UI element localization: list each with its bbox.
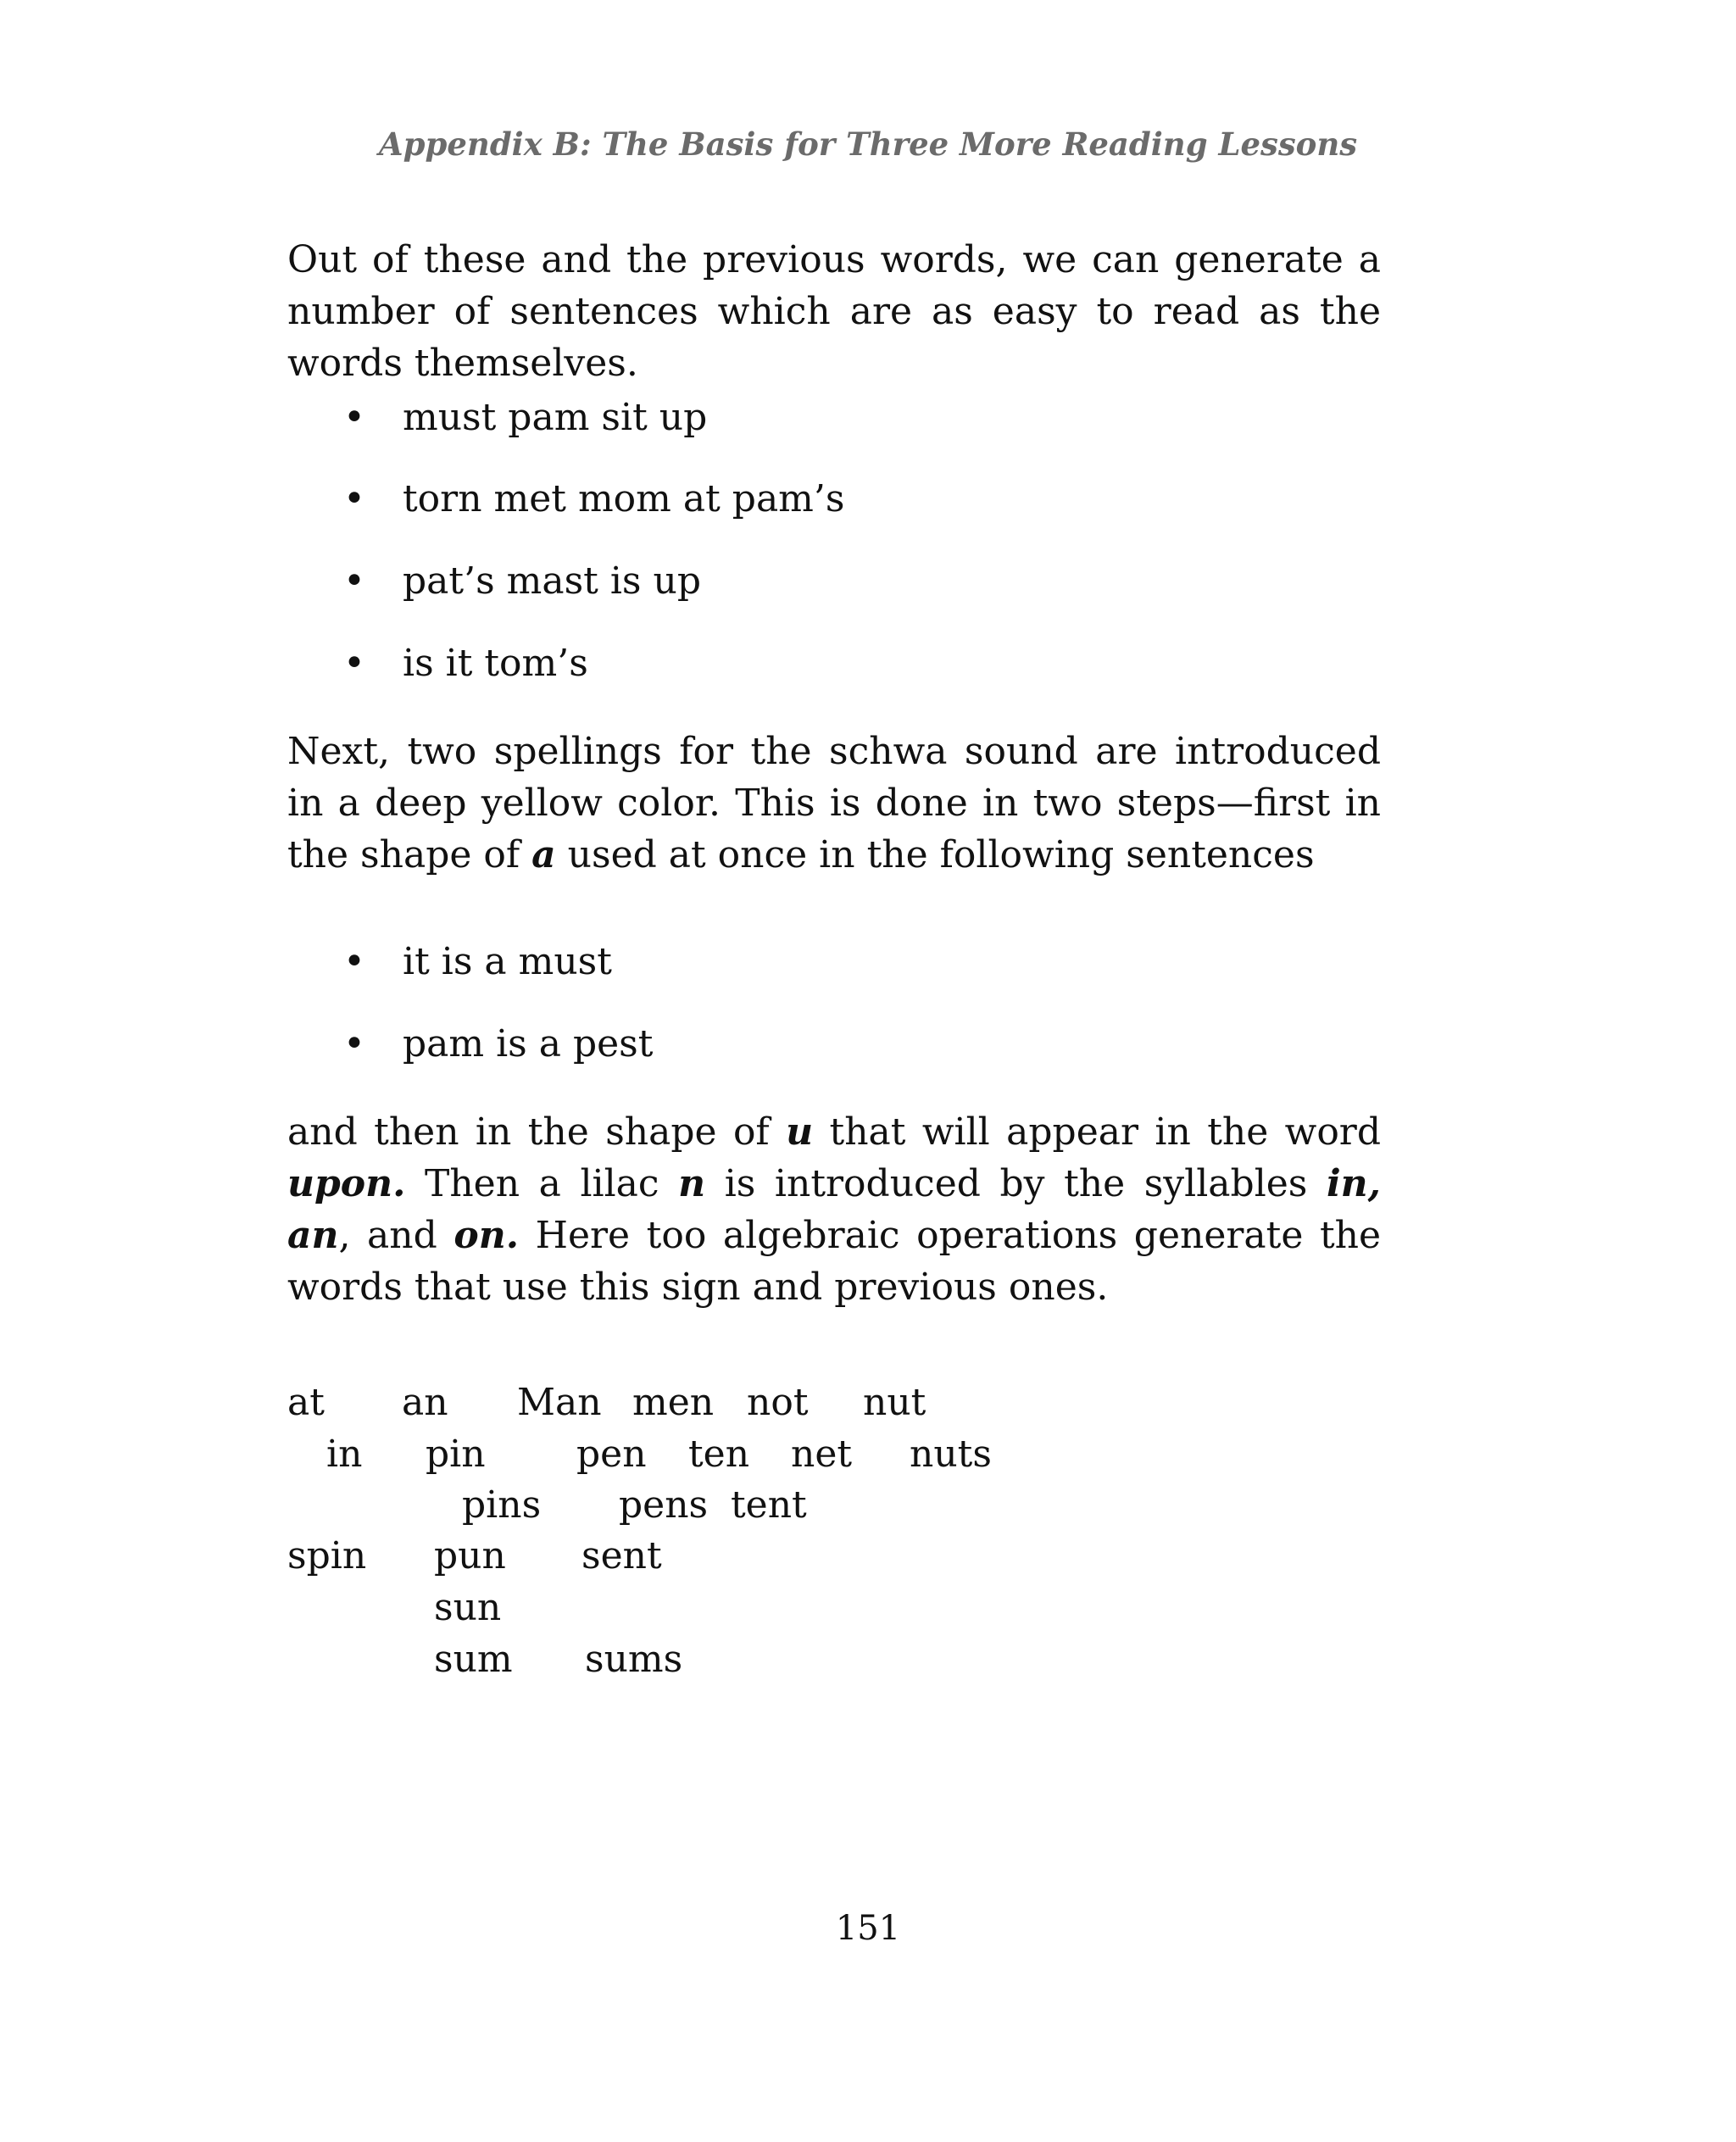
list-item-text: is it tom’s xyxy=(403,642,588,685)
paragraph-text: and then in the shape of xyxy=(287,1110,787,1154)
emphasis-in-an: in, an xyxy=(287,1162,1381,1257)
list-item-text: it is a must xyxy=(403,940,612,983)
grid-word: net xyxy=(791,1433,853,1476)
list-item-text: pam is a pest xyxy=(403,1022,654,1065)
grid-word: men xyxy=(632,1381,715,1424)
emphasis-upon: upon. xyxy=(287,1162,406,1205)
emphasis-u: u xyxy=(786,1110,814,1154)
grid-word: pen xyxy=(576,1433,647,1476)
running-header: Appendix B: The Basis for Three More Reading Lessons xyxy=(378,125,1358,163)
paragraph-text: is introduced by the syllables xyxy=(705,1162,1327,1205)
grid-word: an xyxy=(402,1381,448,1424)
emphasis-on: on. xyxy=(453,1214,520,1257)
lilac-paragraph xyxy=(287,1106,1381,1313)
grid-word: pun xyxy=(434,1534,506,1577)
page-number: 151 xyxy=(835,1909,901,1948)
grid-word: pens xyxy=(619,1483,709,1527)
paragraph-text: that will appear in the word xyxy=(813,1110,1382,1154)
schwa-paragraph xyxy=(287,726,1381,881)
grid-word: spin xyxy=(287,1534,367,1577)
grid-word: sum xyxy=(434,1638,513,1681)
paragraph-text: used at once in the following sentences xyxy=(567,833,1315,876)
intro-paragraph: Out of these and the previous words, we can generate a number of sentences which are as easy to read as the words themselves. xyxy=(287,238,1381,385)
grid-word: sums xyxy=(585,1638,683,1681)
emphasis-a: a xyxy=(531,833,556,876)
list-item-text: torn met mom at pam’s xyxy=(403,477,845,520)
grid-word: at xyxy=(287,1381,325,1424)
list-item xyxy=(343,936,612,988)
list-item xyxy=(343,637,588,689)
grid-word: in xyxy=(326,1433,363,1476)
bullet-icon: • xyxy=(343,1022,365,1065)
grid-word: sent xyxy=(581,1534,662,1577)
emphasis-n: n xyxy=(678,1162,706,1205)
paragraph-text: Then a lilac xyxy=(405,1162,679,1205)
grid-word: nuts xyxy=(910,1433,992,1476)
bullet-icon: • xyxy=(343,642,365,685)
paragraph-text: Here too algebraic operations generate the words that use this sign and previous ones. xyxy=(287,1214,1382,1309)
list-item xyxy=(343,392,707,443)
grid-word: pin xyxy=(426,1433,486,1476)
grid-word: sun xyxy=(434,1586,502,1629)
grid-word: tent xyxy=(731,1483,807,1527)
list-item xyxy=(343,555,701,607)
paragraph-text: , and xyxy=(338,1214,454,1257)
grid-word: pins xyxy=(462,1483,542,1527)
list-item-text: must pam sit up xyxy=(403,396,708,439)
grid-word: not xyxy=(747,1381,809,1424)
bullet-icon: • xyxy=(343,559,365,603)
list-item-text: pat’s mast is up xyxy=(403,559,701,603)
paragraph-text: Next, two spellings for the schwa sound are introduced in a deep yellow color. This is done in two steps—first in the shape of xyxy=(287,730,1381,876)
grid-word: nut xyxy=(863,1381,926,1424)
bullet-icon: • xyxy=(343,940,365,983)
grid-word: Man xyxy=(517,1381,602,1424)
list-item xyxy=(343,473,844,525)
grid-word: ten xyxy=(688,1433,750,1476)
list-item xyxy=(343,1018,653,1070)
bullet-icon: • xyxy=(343,477,365,520)
bullet-icon: • xyxy=(343,396,365,439)
